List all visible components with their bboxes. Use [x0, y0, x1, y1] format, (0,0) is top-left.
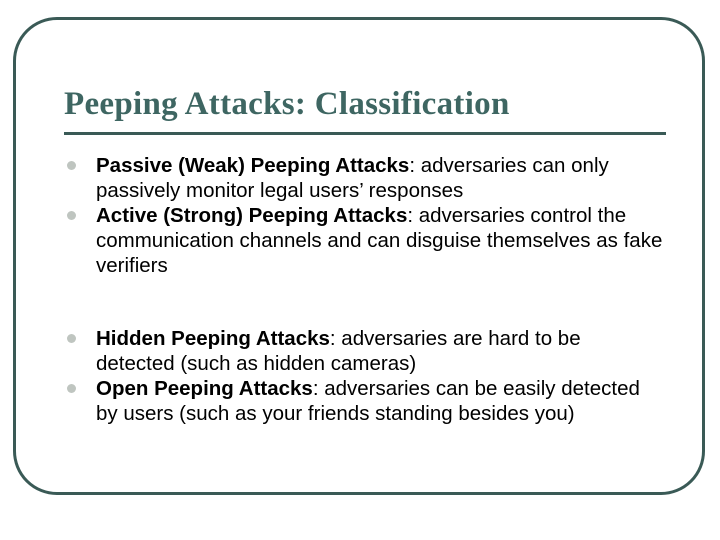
bullet-item-passive: [64, 153, 664, 203]
bullet-item-hidden: [64, 326, 664, 376]
bullet-dot-icon: [67, 211, 76, 220]
bullet-dot-icon: [67, 334, 76, 343]
bullet-term: Open Peeping Attacks: [96, 377, 313, 400]
bullet-text: : adversaries can only passively monitor legal users’ responses: [96, 154, 609, 202]
bullet-group-attack-strength: [64, 153, 664, 278]
bullet-text: : adversaries control the communication channels and can disguise themselves as fake verifiers: [96, 204, 663, 277]
bullet-text: : adversaries are hard to be detected (such as hidden cameras): [96, 327, 581, 375]
bullet-dot-icon: [67, 384, 76, 393]
slide-title: Peeping Attacks: Classification: [64, 86, 510, 122]
bullet-term: Active (Strong) Peeping Attacks: [96, 204, 408, 227]
bullet-item-active: [64, 203, 664, 278]
bullet-group-attack-visibility: [64, 326, 664, 426]
bullet-term: Passive (Weak) Peeping Attacks: [96, 154, 410, 177]
bullet-text: : adversaries can be easily detected by users (such as your friends standing besides you): [96, 377, 640, 425]
bullet-item-open: [64, 376, 664, 426]
bullet-term: Hidden Peeping Attacks: [96, 327, 330, 350]
bullet-dot-icon: [67, 161, 76, 170]
title-underline: [64, 132, 666, 135]
